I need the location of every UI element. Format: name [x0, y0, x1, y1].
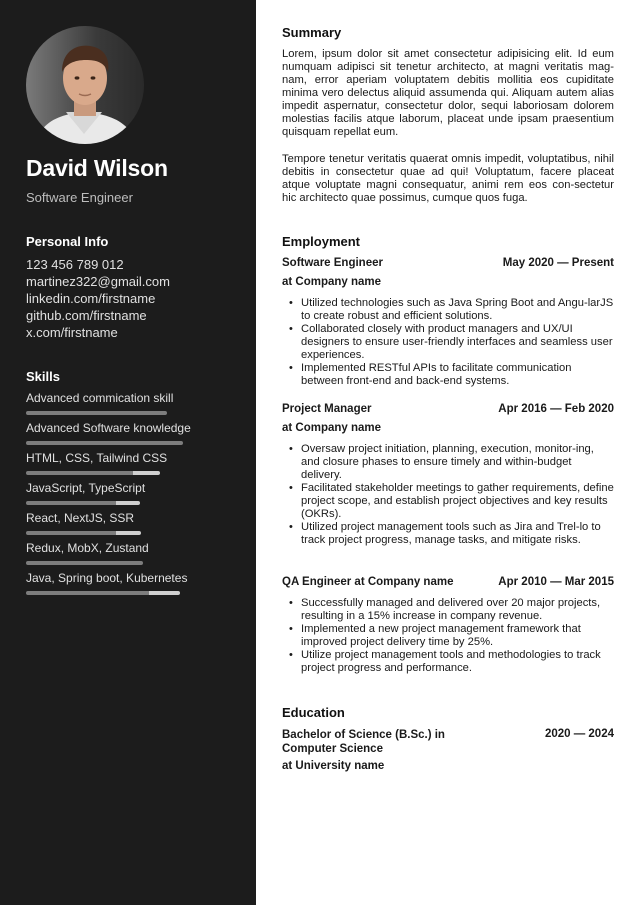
skill-label: Advanced commication skill	[26, 391, 174, 405]
summary-paragraph-2: Tempore tenetur veritatis quaerat omnis impedit, voluptatibus, nihil debitis in consectetur quae ad qui! Voluptatum, facere placeat atque voluptate magni consequatur, animi rem eos con-sectetur hic architecto quae possimus, cumque quos fuga.	[282, 153, 614, 204]
skill-item	[26, 541, 186, 571]
job-bullet: • Implemented RESTful APIs to facilitate communication between front-end and back-end systems.	[282, 362, 614, 388]
job-bullet: • Implemented a new project management framework that improved project delivery time by 25%.	[282, 623, 614, 649]
skill-item	[26, 391, 186, 421]
summary-paragraph-1: Lorem, ipsum dolor sit amet consectetur adipisicing elit. Id eum numquam adipisci sit tenetur architecto, at magni veritatis mag-nam, error aperiam voluptatem debitis mollitia eos cupiditate minima vero delectus aliquid assumenda qui. Aliquam autem alias impedit aspernatur, consectetur dolor, sequi laboriosam dolorem molestias facilis atque laborum, placeat unde ipsam praesentium quisquam repellat eum.	[282, 48, 614, 138]
job-entry	[282, 403, 614, 547]
job-title: Project Manager	[282, 403, 372, 415]
job-date: Apr 2016 — Feb 2020	[498, 403, 614, 415]
skill-bar	[26, 471, 186, 475]
skill-bar	[26, 561, 186, 565]
sidebar	[0, 0, 256, 905]
education-date: 2020 — 2024	[544, 728, 614, 740]
job-entry	[282, 576, 614, 675]
github-link[interactable]: github.com/firstname	[26, 308, 147, 323]
job-bullet: • Facilitated stakeholder meetings to gather requirements, define project scope, and establish project objectives and key results (OKRs).	[282, 482, 614, 521]
skill-label: Advanced Software knowledge	[26, 421, 191, 435]
degree-title: Bachelor of Science (B.Sc.) in Computer Science	[282, 729, 445, 755]
x-link[interactable]: x.com/firstname	[26, 325, 118, 340]
candidate-name: David Wilson	[26, 155, 168, 181]
job-bullet: • Collaborated closely with product managers and UX/UI designers to ensure user-friendly interfaces and seamless user experiences.	[282, 323, 614, 362]
skills-list	[26, 391, 191, 601]
job-company: at Company name	[282, 276, 382, 288]
job-bullets	[282, 297, 614, 388]
skill-label: Redux, MobX, Zustand	[26, 541, 149, 555]
job-bullet: • Utilized project management tools such as Jira and Trel-lo to track project progress, manage tasks, and mitigate risks.	[282, 521, 614, 547]
personal-info-list	[26, 256, 170, 341]
skill-item	[26, 451, 186, 481]
job-bullet: • Utilized technologies such as Java Spring Boot and Angu-larJS to create robust and efficient solutions.	[282, 297, 614, 323]
personal-info-heading: Personal Info	[26, 234, 109, 249]
job-bullets	[282, 443, 614, 547]
skills-heading: Skills	[26, 369, 60, 384]
summary-heading: Summary	[282, 25, 342, 40]
job-bullets	[282, 597, 614, 675]
job-entry	[282, 257, 614, 388]
skill-level-extra	[133, 471, 160, 475]
skill-bar	[26, 591, 186, 595]
employment-heading: Employment	[282, 234, 361, 249]
phone: 123 456 789 012	[26, 257, 124, 272]
skill-label: React, NextJS, SSR	[26, 511, 135, 525]
skill-bar	[26, 531, 186, 535]
skill-bar	[26, 501, 186, 505]
skill-item	[26, 511, 186, 541]
skill-level-extra	[149, 591, 180, 595]
job-bullet: • Utilize project management tools and methodologies to track project progress and performance.	[282, 649, 614, 675]
job-company: at Company name	[282, 422, 382, 434]
skill-level-extra	[116, 501, 140, 505]
profile-photo	[26, 26, 144, 144]
skill-level-fill	[26, 501, 116, 505]
skill-item	[26, 481, 186, 511]
candidate-title: Software Engineer	[26, 190, 133, 205]
skill-bar	[26, 441, 186, 445]
linkedin-link[interactable]: linkedin.com/firstname	[26, 291, 156, 306]
skill-level-fill	[26, 531, 116, 535]
job-date: Apr 2010 — Mar 2015	[498, 576, 614, 588]
education-heading: Education	[282, 705, 345, 720]
avatar	[26, 26, 144, 144]
job-title: QA Engineer at Company name	[282, 576, 454, 588]
skill-label: HTML, CSS, Tailwind CSS	[26, 451, 168, 465]
skill-level-fill	[26, 411, 167, 415]
job-bullet: • Oversaw project initiation, planning, execution, monitor-ing, and closure phases to ensure timely and within-budget delivery.	[282, 443, 614, 482]
skill-level-fill	[26, 441, 183, 445]
skill-bar	[26, 411, 186, 415]
skill-level-fill	[26, 561, 143, 565]
skill-label: JavaScript, TypeScript	[26, 481, 146, 495]
skill-level-fill	[26, 471, 133, 475]
job-title: Software Engineer	[282, 257, 383, 269]
school-name: at University name	[282, 760, 385, 772]
email[interactable]: martinez322@gmail.com	[26, 274, 170, 289]
skill-level-extra	[116, 531, 141, 535]
skill-item	[26, 571, 186, 601]
skill-item	[26, 421, 191, 451]
skill-label: Java, Spring boot, Kubernetes	[26, 571, 188, 585]
job-bullet: • Successfully managed and delivered over 20 major projects, resulting in a 15% increase in company revenue.	[282, 597, 614, 623]
skill-level-fill	[26, 591, 149, 595]
job-date: May 2020 — Present	[502, 257, 614, 269]
